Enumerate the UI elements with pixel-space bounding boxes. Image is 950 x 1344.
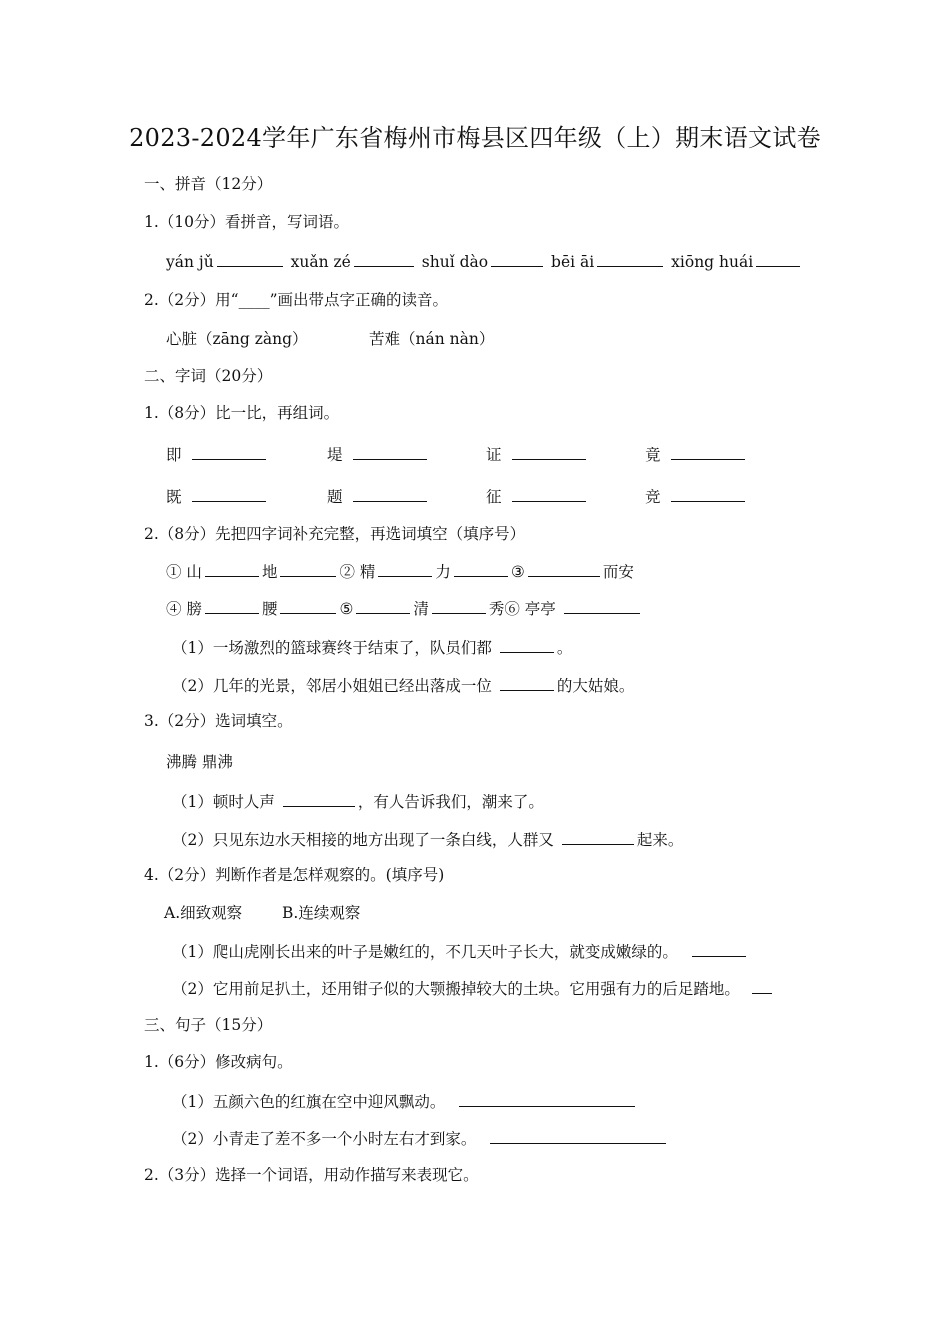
pinyin-item: xiōng huái bbox=[671, 253, 754, 271]
answer-blank[interactable] bbox=[752, 978, 772, 994]
section-heading-sentences: 三、句子（15分） bbox=[144, 1016, 273, 1034]
answer-blank[interactable] bbox=[491, 251, 543, 267]
answer-blank[interactable] bbox=[500, 637, 554, 653]
answer-blank[interactable] bbox=[280, 598, 336, 614]
answer-blank[interactable] bbox=[353, 444, 427, 460]
answer-blank[interactable] bbox=[353, 486, 427, 502]
answer-blank[interactable] bbox=[500, 675, 554, 691]
answer-blank[interactable] bbox=[454, 561, 508, 577]
question-stem: 4.（2分）判断作者是怎样观察的。(填序号) bbox=[144, 866, 445, 884]
question-stem: 1.（6分）修改病句。 bbox=[144, 1053, 293, 1071]
answer-blank[interactable] bbox=[432, 598, 486, 614]
question-stem: 1.（8分）比一比，再组词。 bbox=[144, 404, 340, 422]
answer-blank[interactable] bbox=[356, 598, 410, 614]
compare-char: 即 bbox=[166, 444, 269, 465]
pinyin-row bbox=[166, 251, 803, 272]
idiom-row: ① 山 地 ② 精 力 ③ 而安 bbox=[166, 563, 634, 581]
question-stem: 2.（8分）先把四字词补充完整，再选词填空（填序号） bbox=[144, 525, 526, 543]
answer-blank[interactable] bbox=[692, 941, 746, 957]
word-choices: 沸腾 鼎沸 bbox=[166, 753, 233, 771]
answer-blank[interactable] bbox=[512, 444, 586, 460]
answer-blank[interactable] bbox=[459, 1091, 635, 1107]
fill-sentence: （2）几年的光景，邻居小姐姐已经出落成一位 的大姑娘。 bbox=[172, 677, 635, 695]
answer-blank[interactable] bbox=[378, 561, 432, 577]
section-heading-words: 二、字词（20分） bbox=[144, 367, 273, 385]
compare-char: 证 bbox=[486, 444, 589, 465]
answer-blank[interactable] bbox=[283, 791, 355, 807]
fill-sentence: （1）顿时人声 ，有人告诉我们，潮来了。 bbox=[172, 793, 544, 811]
judge-sentence: （1）爬山虎刚长出来的叶子是嫩红的，不几天叶子长大，就变成嫩绿的。 bbox=[172, 941, 749, 962]
idiom-row: ④ 膀 腰 ⑤ 清 秀⑥ 亭亭 bbox=[166, 598, 643, 619]
option-a: A.细致观察 bbox=[164, 904, 243, 922]
pinyin-item: shuǐ dào bbox=[421, 253, 489, 271]
question-stem: 2.（3分）选择一个词语，用动作描写来表现它。 bbox=[144, 1166, 479, 1184]
pinyin-item: bēi āi bbox=[551, 253, 595, 271]
section-heading-pinyin: 一、拼音（12分） bbox=[144, 175, 273, 193]
reading-choice[interactable]: 心脏（zāng zàng） bbox=[166, 330, 308, 348]
correction-sentence: （2）小青走了差不多一个小时左右才到家。 bbox=[172, 1128, 669, 1149]
answer-blank[interactable] bbox=[217, 251, 283, 267]
answer-blank[interactable] bbox=[671, 486, 745, 502]
answer-blank[interactable] bbox=[597, 251, 663, 267]
compare-char: 既 bbox=[166, 486, 269, 507]
question-stem: 2.（2分）用“____”画出带点字正确的读音。 bbox=[144, 291, 448, 309]
answer-blank[interactable] bbox=[354, 251, 414, 267]
fill-sentence: （1）一场激烈的篮球赛终于结束了，队员们都 。 bbox=[172, 639, 573, 657]
correction-sentence: （1）五颜六色的红旗在空中迎风飘动。 bbox=[172, 1091, 638, 1112]
answer-blank[interactable] bbox=[528, 561, 600, 577]
compare-char: 征 bbox=[486, 486, 589, 507]
answer-blank[interactable] bbox=[564, 598, 640, 614]
answer-blank[interactable] bbox=[512, 486, 586, 502]
answer-blank[interactable] bbox=[671, 444, 745, 460]
compare-char: 堤 bbox=[327, 444, 430, 465]
compare-char: 竟 bbox=[645, 444, 748, 465]
answer-blank[interactable] bbox=[490, 1128, 666, 1144]
pinyin-item: yán jǔ bbox=[166, 253, 214, 271]
fill-sentence: （2）只见东边水天相接的地方出现了一条白线，人群又 起来。 bbox=[172, 831, 684, 849]
page-title: 2023-2024学年广东省梅州市梅县区四年级（上）期末语文试卷 bbox=[129, 124, 821, 152]
question-stem: 3.（2分）选词填空。 bbox=[144, 712, 293, 730]
option-b: B.连续观察 bbox=[282, 904, 361, 922]
answer-blank[interactable] bbox=[192, 486, 266, 502]
question-stem: 1.（10分）看拼音，写词语。 bbox=[144, 213, 350, 231]
compare-char: 竞 bbox=[645, 486, 748, 507]
answer-blank[interactable] bbox=[205, 598, 259, 614]
reading-choice[interactable]: 苦难（nán nàn） bbox=[369, 330, 495, 348]
judge-sentence: （2）它用前足扒土，还用钳子似的大颚搬掉较大的土块。它用强有力的后足踏地。 bbox=[172, 978, 775, 999]
answer-blank[interactable] bbox=[205, 561, 259, 577]
answer-blank[interactable] bbox=[562, 829, 634, 845]
pinyin-item: xuǎn zé bbox=[290, 253, 351, 271]
answer-blank[interactable] bbox=[280, 561, 336, 577]
answer-blank[interactable] bbox=[756, 251, 800, 267]
compare-char: 题 bbox=[327, 486, 430, 507]
answer-blank[interactable] bbox=[192, 444, 266, 460]
